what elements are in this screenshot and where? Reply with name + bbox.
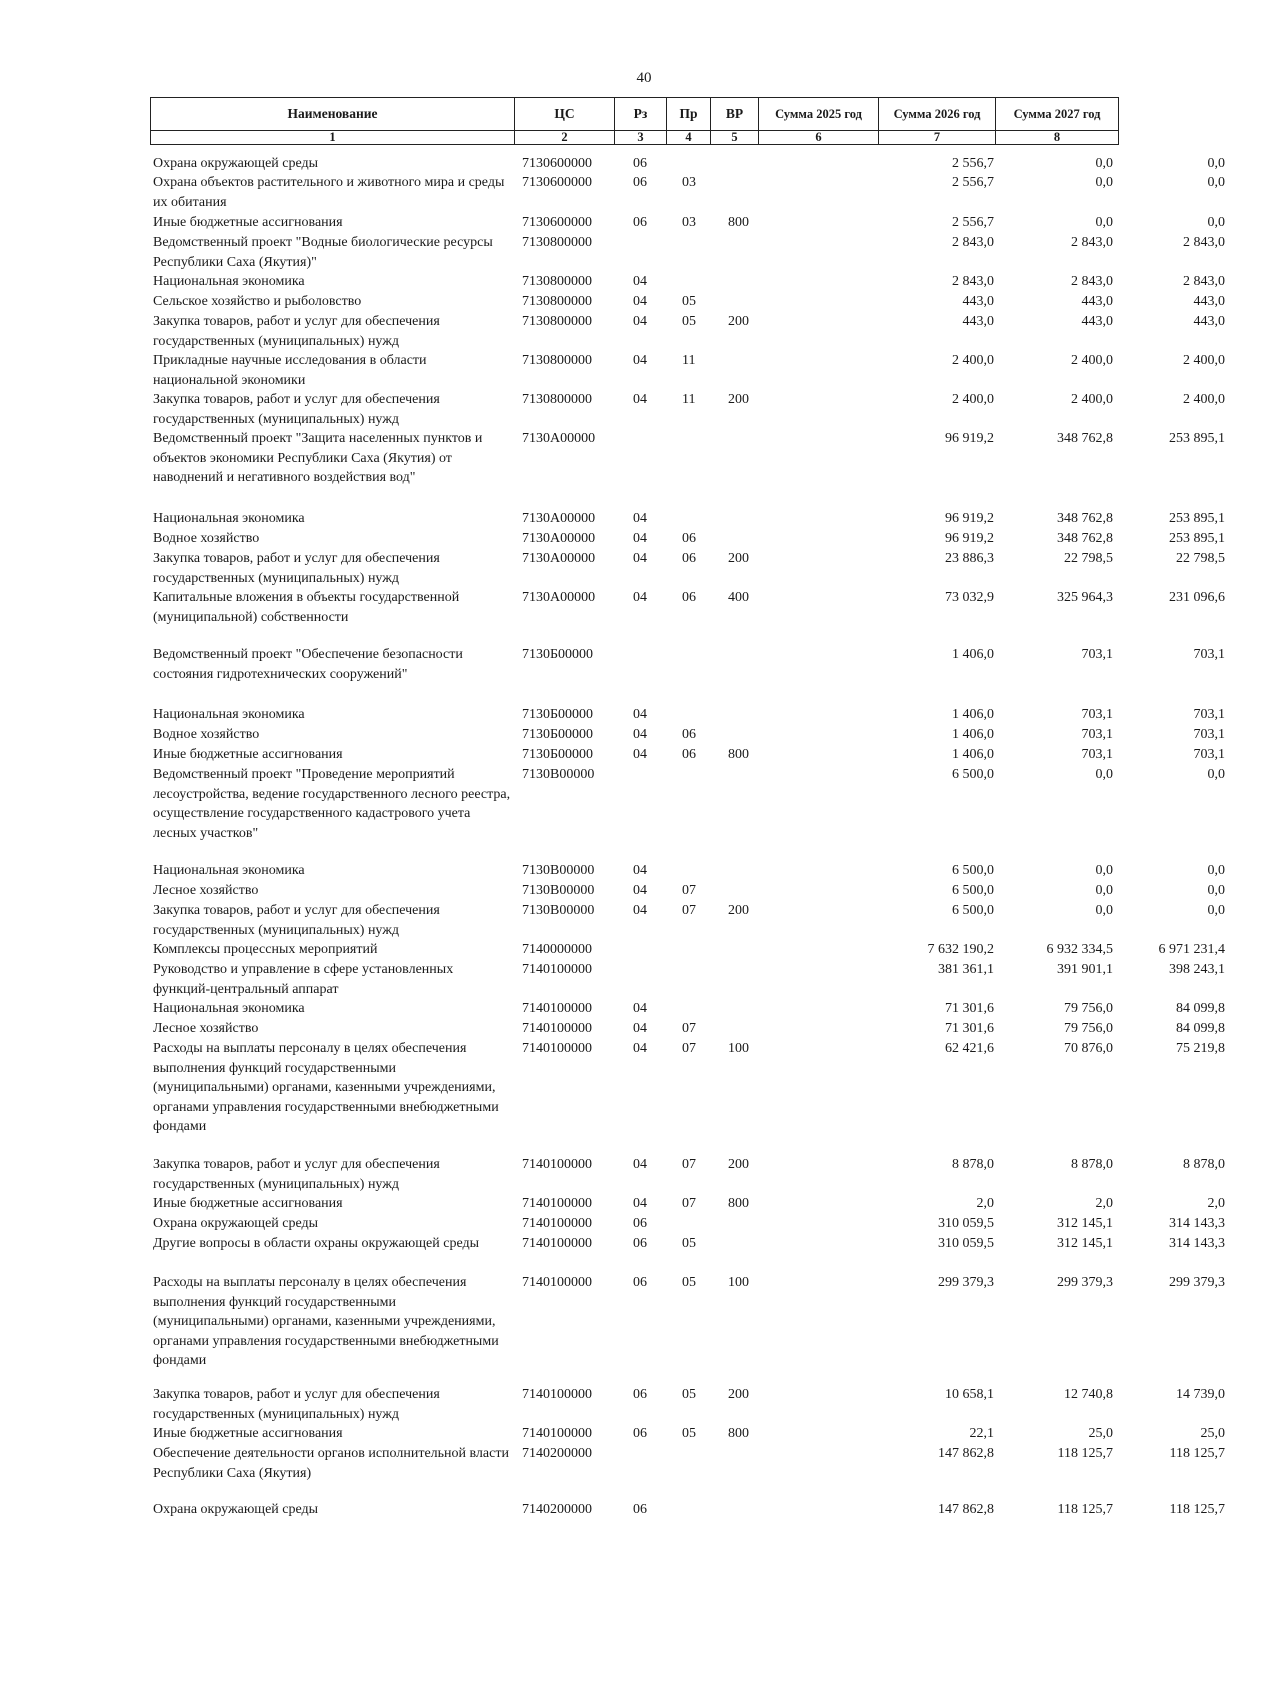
row-pr: 07 [682, 1196, 696, 1211]
row-rz: 04 [633, 274, 647, 289]
row-sum-2025: 1 406,0 [952, 747, 994, 762]
row-sum-2026: 703,1 [1081, 727, 1113, 742]
row-sum-2025: 96 919,2 [945, 511, 994, 526]
row-rz: 04 [633, 511, 647, 526]
row-sum-2027: 253 895,1 [1169, 531, 1225, 546]
row-pr: 07 [682, 1157, 696, 1172]
row-sum-2026: 0,0 [1095, 767, 1113, 782]
row-rz: 04 [633, 883, 647, 898]
row-name: Охрана окружающей среды [153, 1502, 319, 1517]
row-sum-2025: 147 862,8 [938, 1502, 994, 1517]
row-rz: 04 [633, 1196, 647, 1211]
row-sum-2026: 443,0 [1081, 314, 1113, 329]
row-name: Ведомственный проект "Водные биологические ресурсы Республики Саха (Якутия)" [153, 235, 493, 270]
row-sum-2027: 84 099,8 [1176, 1021, 1225, 1036]
row-cs: 7130В00000 [522, 863, 595, 878]
row-sum-2027: 0,0 [1207, 215, 1225, 230]
row-sum-2025: 73 032,9 [945, 590, 994, 605]
row-cs: 7130В00000 [522, 767, 595, 782]
row-cs: 7130600000 [522, 175, 592, 190]
row-cs: 7130800000 [522, 274, 592, 289]
row-cs: 7140200000 [522, 1502, 592, 1517]
row-cs: 7130600000 [522, 215, 592, 230]
row-sum-2027: 25,0 [1200, 1426, 1225, 1441]
row-vr: 100 [728, 1275, 749, 1290]
row-name: Охрана окружающей среды [153, 1216, 319, 1231]
row-sum-2027: 0,0 [1207, 883, 1225, 898]
row-pr: 06 [682, 747, 696, 762]
row-rz: 04 [633, 903, 647, 918]
row-sum-2027: 14 739,0 [1176, 1387, 1225, 1402]
row-sum-2027: 0,0 [1207, 903, 1225, 918]
row-sum-2027: 314 143,3 [1169, 1216, 1225, 1231]
row-vr: 800 [728, 1426, 749, 1441]
column-header-vr: ВР [711, 98, 759, 131]
row-name: Иные бюджетные ассигнования [153, 215, 343, 230]
row-rz: 06 [633, 215, 647, 230]
row-sum-2026: 79 756,0 [1064, 1001, 1113, 1016]
row-rz: 04 [633, 1001, 647, 1016]
row-name: Ведомственный проект "Защита населенных пунктов и объектов экономики Республики Саха (Якутия) от наводнений и негативного воздействия вод" [153, 431, 483, 485]
row-cs: 7130А00000 [522, 551, 596, 566]
row-sum-2027: 703,1 [1193, 647, 1225, 662]
row-sum-2026: 348 762,8 [1057, 511, 1113, 526]
row-sum-2027: 703,1 [1193, 727, 1225, 742]
row-sum-2027: 8 878,0 [1183, 1157, 1225, 1172]
row-name: Водное хозяйство [153, 531, 260, 546]
table-header [150, 97, 1118, 143]
row-sum-2025: 7 632 190,2 [927, 942, 994, 957]
row-sum-2025: 2 556,7 [952, 175, 994, 190]
row-rz: 06 [633, 1275, 647, 1290]
column-header-pr: Пр [667, 98, 711, 131]
row-sum-2027: 703,1 [1193, 707, 1225, 722]
column-header-cs: ЦС [515, 98, 615, 131]
row-sum-2025: 22,1 [969, 1426, 994, 1441]
row-pr: 05 [682, 1426, 696, 1441]
row-name: Национальная экономика [153, 863, 305, 878]
row-name: Капитальные вложения в объекты государственной (муниципальной) собственности [153, 590, 460, 625]
row-sum-2025: 2 400,0 [952, 353, 994, 368]
row-sum-2025: 2 843,0 [952, 235, 994, 250]
row-cs: 7140100000 [522, 1021, 592, 1036]
column-number-4: 4 [667, 131, 711, 145]
row-name: Обеспечение деятельности органов исполнительной власти Республики Саха (Якутия) [153, 1446, 509, 1481]
row-name: Национальная экономика [153, 274, 305, 289]
row-cs: 7130А00000 [522, 531, 596, 546]
row-rz: 04 [633, 1021, 647, 1036]
row-sum-2026: 325 964,3 [1057, 590, 1113, 605]
row-sum-2027: 0,0 [1207, 767, 1225, 782]
row-sum-2025: 310 059,5 [938, 1216, 994, 1231]
row-cs: 7140200000 [522, 1446, 592, 1461]
row-sum-2026: 443,0 [1081, 294, 1113, 309]
row-rz: 04 [633, 727, 647, 742]
row-sum-2027: 0,0 [1207, 156, 1225, 171]
row-sum-2027: 22 798,5 [1176, 551, 1225, 566]
row-sum-2027: 443,0 [1193, 314, 1225, 329]
row-cs: 7140100000 [522, 1041, 592, 1056]
row-cs: 7130А00000 [522, 431, 596, 446]
row-pr: 06 [682, 531, 696, 546]
row-cs: 7140100000 [522, 1236, 592, 1251]
row-name: Иные бюджетные ассигнования [153, 1196, 343, 1211]
row-sum-2025: 299 379,3 [938, 1275, 994, 1290]
row-pr: 05 [682, 1387, 696, 1402]
row-sum-2025: 1 406,0 [952, 647, 994, 662]
row-sum-2025: 6 500,0 [952, 863, 994, 878]
column-header-sum-2027: Сумма 2027 год [996, 98, 1119, 131]
row-sum-2025: 2,0 [976, 1196, 994, 1211]
row-sum-2026: 2 843,0 [1071, 235, 1113, 250]
row-sum-2027: 299 379,3 [1169, 1275, 1225, 1290]
row-rz: 06 [633, 1216, 647, 1231]
row-name: Закупка товаров, работ и услуг для обеспечения государственных (муниципальных) нужд [153, 1387, 440, 1422]
row-pr: 07 [682, 1021, 696, 1036]
row-rz: 04 [633, 747, 647, 762]
row-cs: 7130800000 [522, 294, 592, 309]
row-name: Национальная экономика [153, 707, 305, 722]
row-name: Закупка товаров, работ и услуг для обеспечения государственных (муниципальных) нужд [153, 903, 440, 938]
column-number-5: 5 [711, 131, 759, 145]
row-sum-2025: 2 556,7 [952, 156, 994, 171]
row-sum-2026: 391 901,1 [1057, 962, 1113, 977]
row-pr: 11 [682, 353, 696, 368]
row-name: Охрана объектов растительного и животного мира и среды их обитания [153, 175, 505, 210]
row-rz: 06 [633, 156, 647, 171]
row-sum-2026: 0,0 [1095, 863, 1113, 878]
row-sum-2025: 310 059,5 [938, 1236, 994, 1251]
row-cs: 7130Б00000 [522, 647, 594, 662]
row-sum-2025: 10 658,1 [945, 1387, 994, 1402]
row-sum-2027: 2 400,0 [1183, 392, 1225, 407]
row-name: Водное хозяйство [153, 727, 260, 742]
row-rz: 06 [633, 175, 647, 190]
row-cs: 7140100000 [522, 1216, 592, 1231]
row-sum-2027: 2 843,0 [1183, 235, 1225, 250]
row-rz: 04 [633, 294, 647, 309]
row-sum-2026: 348 762,8 [1057, 531, 1113, 546]
row-sum-2027: 398 243,1 [1169, 962, 1225, 977]
row-sum-2025: 2 556,7 [952, 215, 994, 230]
column-number-1: 1 [151, 131, 515, 145]
column-header-sum-2026: Сумма 2026 год [879, 98, 996, 131]
row-sum-2026: 118 125,7 [1057, 1446, 1113, 1461]
row-name: Иные бюджетные ассигнования [153, 1426, 343, 1441]
row-pr: 06 [682, 551, 696, 566]
row-vr: 200 [728, 392, 749, 407]
row-pr: 06 [682, 590, 696, 605]
column-header-rz: Рз [615, 98, 667, 131]
row-name: Ведомственный проект "Обеспечение безопасности состояния гидротехнических сооружений" [153, 647, 463, 682]
row-sum-2025: 8 878,0 [952, 1157, 994, 1172]
row-name: Лесное хозяйство [153, 883, 259, 898]
row-sum-2026: 2,0 [1095, 1196, 1113, 1211]
row-name: Расходы на выплаты персоналу в целях обеспечения выполнения функций государственными (муниципальными) органами, казенными учреждениями, органами управления государственными внебюджетными фондами [153, 1041, 499, 1134]
row-pr: 05 [682, 294, 696, 309]
row-sum-2025: 96 919,2 [945, 531, 994, 546]
row-sum-2026: 70 876,0 [1064, 1041, 1113, 1056]
row-name: Прикладные научные исследования в области национальной экономики [153, 353, 427, 388]
page-number: 40 [636, 70, 652, 86]
column-number-6: 6 [759, 131, 879, 145]
row-vr: 200 [728, 903, 749, 918]
row-name: Закупка товаров, работ и услуг для обеспечения государственных (муниципальных) нужд [153, 1157, 440, 1192]
row-sum-2025: 443,0 [962, 294, 994, 309]
row-name: Закупка товаров, работ и услуг для обеспечения государственных (муниципальных) нужд [153, 392, 440, 427]
row-cs: 7130Б00000 [522, 707, 594, 722]
row-pr: 07 [682, 903, 696, 918]
row-sum-2027: 6 971 231,4 [1158, 942, 1225, 957]
row-rz: 04 [633, 392, 647, 407]
row-sum-2025: 2 400,0 [952, 392, 994, 407]
row-sum-2025: 443,0 [962, 314, 994, 329]
row-name: Охрана окружающей среды [153, 156, 319, 171]
row-sum-2026: 312 145,1 [1057, 1236, 1113, 1251]
row-cs: 7140100000 [522, 1426, 592, 1441]
row-pr: 03 [682, 215, 696, 230]
row-pr: 05 [682, 1236, 696, 1251]
row-sum-2026: 0,0 [1095, 883, 1113, 898]
row-name: Расходы на выплаты персоналу в целях обеспечения выполнения функций государственными (муниципальными) органами, казенными учреждениями, органами управления государственными внебюджетными фондами [153, 1275, 499, 1368]
row-cs: 7130600000 [522, 156, 592, 171]
row-pr: 06 [682, 727, 696, 742]
row-cs: 7140100000 [522, 1387, 592, 1402]
row-sum-2026: 703,1 [1081, 747, 1113, 762]
row-sum-2027: 703,1 [1193, 747, 1225, 762]
row-sum-2027: 84 099,8 [1176, 1001, 1225, 1016]
row-pr: 07 [682, 883, 696, 898]
row-sum-2026: 0,0 [1095, 903, 1113, 918]
row-rz: 04 [633, 1157, 647, 1172]
column-header-name: Наименование [151, 98, 515, 131]
row-sum-2026: 299 379,3 [1057, 1275, 1113, 1290]
row-sum-2027: 2,0 [1207, 1196, 1225, 1211]
row-sum-2026: 2 843,0 [1071, 274, 1113, 289]
row-vr: 200 [728, 1157, 749, 1172]
row-cs: 7140100000 [522, 1001, 592, 1016]
row-rz: 04 [633, 531, 647, 546]
column-number-7: 7 [879, 131, 996, 145]
row-rz: 06 [633, 1236, 647, 1251]
row-name: Национальная экономика [153, 511, 305, 526]
row-sum-2026: 703,1 [1081, 647, 1113, 662]
row-rz: 06 [633, 1387, 647, 1402]
row-sum-2025: 6 500,0 [952, 767, 994, 782]
row-pr: 05 [682, 314, 696, 329]
row-sum-2027: 253 895,1 [1169, 511, 1225, 526]
row-rz: 04 [633, 1041, 647, 1056]
row-sum-2027: 314 143,3 [1169, 1236, 1225, 1251]
row-cs: 7140100000 [522, 962, 592, 977]
row-sum-2025: 6 500,0 [952, 883, 994, 898]
row-name: Закупка товаров, работ и услуг для обеспечения государственных (муниципальных) нужд [153, 314, 440, 349]
row-sum-2026: 79 756,0 [1064, 1021, 1113, 1036]
row-sum-2025: 23 886,3 [945, 551, 994, 566]
row-sum-2027: 118 125,7 [1169, 1446, 1225, 1461]
row-cs: 7130Б00000 [522, 747, 594, 762]
row-sum-2025: 62 421,6 [945, 1041, 994, 1056]
row-cs: 7130800000 [522, 314, 592, 329]
row-rz: 04 [633, 353, 647, 368]
row-name: Иные бюджетные ассигнования [153, 747, 343, 762]
row-sum-2026: 0,0 [1095, 156, 1113, 171]
row-sum-2026: 25,0 [1088, 1426, 1113, 1441]
row-vr: 800 [728, 215, 749, 230]
row-sum-2027: 253 895,1 [1169, 431, 1225, 446]
row-cs: 7140100000 [522, 1196, 592, 1211]
row-sum-2025: 2 843,0 [952, 274, 994, 289]
row-sum-2025: 96 919,2 [945, 431, 994, 446]
row-sum-2025: 71 301,6 [945, 1021, 994, 1036]
row-vr: 200 [728, 551, 749, 566]
row-cs: 7130А00000 [522, 511, 596, 526]
row-name: Национальная экономика [153, 1001, 305, 1016]
row-rz: 04 [633, 863, 647, 878]
row-sum-2026: 0,0 [1095, 215, 1113, 230]
row-cs: 7140100000 [522, 1157, 592, 1172]
row-rz: 04 [633, 314, 647, 329]
row-name: Ведомственный проект "Проведение мероприятий лесоустройства, ведение государственного лесного реестра, осуществление государственного кадастрового учета лесных участков" [153, 767, 511, 841]
row-cs: 7140100000 [522, 1275, 592, 1290]
row-vr: 800 [728, 747, 749, 762]
row-cs: 7130В00000 [522, 883, 595, 898]
row-cs: 7130Б00000 [522, 727, 594, 742]
row-name: Другие вопросы в области охраны окружающей среды [153, 1236, 479, 1251]
row-name: Закупка товаров, работ и услуг для обеспечения государственных (муниципальных) нужд [153, 551, 440, 586]
row-sum-2027: 231 096,6 [1169, 590, 1225, 605]
row-vr: 200 [728, 1387, 749, 1402]
column-number-3: 3 [615, 131, 667, 145]
column-number-8: 8 [996, 131, 1119, 145]
row-rz: 06 [633, 1426, 647, 1441]
row-rz: 04 [633, 707, 647, 722]
row-sum-2026: 348 762,8 [1057, 431, 1113, 446]
row-sum-2025: 147 862,8 [938, 1446, 994, 1461]
row-sum-2025: 1 406,0 [952, 727, 994, 742]
column-header-sum-2025: Сумма 2025 год [759, 98, 879, 131]
row-sum-2027: 2 400,0 [1183, 353, 1225, 368]
column-number-2: 2 [515, 131, 615, 145]
row-name: Лесное хозяйство [153, 1021, 259, 1036]
row-sum-2026: 6 932 334,5 [1046, 942, 1113, 957]
row-rz: 04 [633, 551, 647, 566]
row-name: Сельское хозяйство и рыболовство [153, 294, 362, 309]
row-sum-2027: 2 843,0 [1183, 274, 1225, 289]
row-sum-2027: 0,0 [1207, 863, 1225, 878]
row-cs: 7130800000 [522, 353, 592, 368]
row-sum-2027: 75 219,8 [1176, 1041, 1225, 1056]
row-cs: 7130А00000 [522, 590, 596, 605]
row-vr: 100 [728, 1041, 749, 1056]
row-name: Комплексы процессных мероприятий [153, 942, 378, 957]
row-sum-2026: 22 798,5 [1064, 551, 1113, 566]
row-pr: 05 [682, 1275, 696, 1290]
row-sum-2025: 71 301,6 [945, 1001, 994, 1016]
row-sum-2026: 0,0 [1095, 175, 1113, 190]
row-rz: 04 [633, 590, 647, 605]
row-sum-2027: 118 125,7 [1169, 1502, 1225, 1517]
row-sum-2026: 703,1 [1081, 707, 1113, 722]
row-vr: 800 [728, 1196, 749, 1211]
row-sum-2025: 381 361,1 [938, 962, 994, 977]
row-sum-2026: 12 740,8 [1064, 1387, 1113, 1402]
row-sum-2027: 0,0 [1207, 175, 1225, 190]
row-name: Руководство и управление в сфере установленных функций-центральный аппарат [153, 962, 454, 997]
row-cs: 7130800000 [522, 235, 592, 250]
row-sum-2025: 6 500,0 [952, 903, 994, 918]
row-sum-2026: 312 145,1 [1057, 1216, 1113, 1231]
row-sum-2026: 2 400,0 [1071, 353, 1113, 368]
row-pr: 11 [682, 392, 696, 407]
row-rz: 06 [633, 1502, 647, 1517]
row-sum-2026: 118 125,7 [1057, 1502, 1113, 1517]
row-sum-2025: 1 406,0 [952, 707, 994, 722]
row-vr: 400 [728, 590, 749, 605]
row-sum-2026: 2 400,0 [1071, 392, 1113, 407]
row-vr: 200 [728, 314, 749, 329]
row-sum-2026: 8 878,0 [1071, 1157, 1113, 1172]
row-pr: 03 [682, 175, 696, 190]
row-cs: 7140000000 [522, 942, 592, 957]
row-pr: 07 [682, 1041, 696, 1056]
row-sum-2027: 443,0 [1193, 294, 1225, 309]
row-cs: 7130В00000 [522, 903, 595, 918]
row-cs: 7130800000 [522, 392, 592, 407]
